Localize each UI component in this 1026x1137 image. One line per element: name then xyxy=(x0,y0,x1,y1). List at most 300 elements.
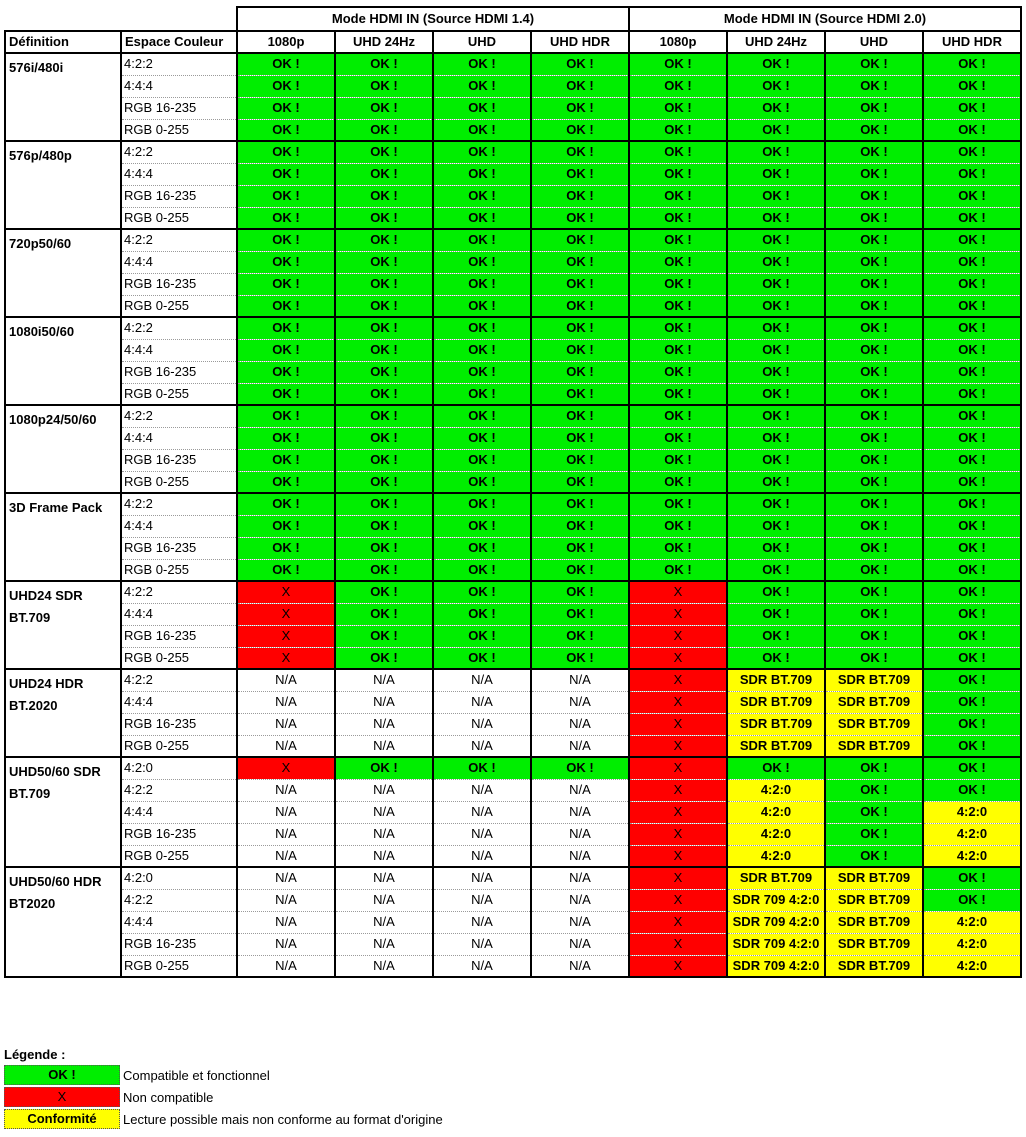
definition-cell: 576i/480i xyxy=(5,53,121,141)
status-cell: OK ! xyxy=(923,317,1021,339)
status-cell: N/A xyxy=(335,669,433,691)
status-cell: OK ! xyxy=(335,559,433,581)
colorspace-cell: 4:4:4 xyxy=(121,427,237,449)
colorspace-cell: 4:2:2 xyxy=(121,779,237,801)
status-cell: 4:2:0 xyxy=(923,823,1021,845)
legend-swatch-ok: OK ! xyxy=(4,1065,120,1085)
status-cell: N/A xyxy=(433,691,531,713)
colorspace-cell: 4:4:4 xyxy=(121,163,237,185)
table-row xyxy=(5,119,1021,141)
column-header: UHD HDR xyxy=(531,31,629,53)
status-cell: OK ! xyxy=(433,383,531,405)
status-cell: OK ! xyxy=(433,537,531,559)
status-cell: N/A xyxy=(531,955,629,977)
status-cell: OK ! xyxy=(825,757,923,779)
status-cell: N/A xyxy=(335,911,433,933)
status-cell: OK ! xyxy=(629,559,727,581)
status-cell: OK ! xyxy=(335,229,433,251)
colorspace-cell: 4:4:4 xyxy=(121,75,237,97)
status-cell: OK ! xyxy=(335,427,433,449)
status-cell: OK ! xyxy=(335,97,433,119)
status-cell: SDR 709 4:2:0 xyxy=(727,889,825,911)
status-cell: OK ! xyxy=(335,361,433,383)
status-cell: X xyxy=(237,603,335,625)
colorspace-cell: 4:4:4 xyxy=(121,251,237,273)
colorspace-cell: 4:2:0 xyxy=(121,867,237,889)
status-cell: OK ! xyxy=(629,53,727,75)
status-cell: OK ! xyxy=(825,119,923,141)
status-cell: OK ! xyxy=(531,537,629,559)
status-cell: X xyxy=(629,911,727,933)
table-row xyxy=(5,735,1021,757)
status-cell: OK ! xyxy=(531,163,629,185)
status-cell: OK ! xyxy=(923,295,1021,317)
status-cell: OK ! xyxy=(335,383,433,405)
status-cell: OK ! xyxy=(727,515,825,537)
status-cell: OK ! xyxy=(727,339,825,361)
status-cell: OK ! xyxy=(237,53,335,75)
status-cell: OK ! xyxy=(237,471,335,493)
colorspace-cell: RGB 0-255 xyxy=(121,119,237,141)
status-cell: 4:2:0 xyxy=(923,911,1021,933)
status-cell: N/A xyxy=(237,801,335,823)
table-body xyxy=(5,53,1021,977)
status-cell: OK ! xyxy=(335,471,433,493)
status-cell: N/A xyxy=(335,845,433,867)
status-cell: N/A xyxy=(237,867,335,889)
table-row xyxy=(5,867,1021,889)
table-row xyxy=(5,251,1021,273)
status-cell: OK ! xyxy=(433,163,531,185)
status-cell: OK ! xyxy=(727,603,825,625)
status-cell: OK ! xyxy=(531,97,629,119)
definition-header: Définition xyxy=(5,31,121,53)
legend xyxy=(4,1046,443,1130)
table-row xyxy=(5,471,1021,493)
status-cell: OK ! xyxy=(335,339,433,361)
table-row xyxy=(5,405,1021,427)
status-cell: OK ! xyxy=(433,449,531,471)
status-cell: OK ! xyxy=(531,273,629,295)
status-cell: N/A xyxy=(237,845,335,867)
status-cell: OK ! xyxy=(237,537,335,559)
status-cell: OK ! xyxy=(629,537,727,559)
status-cell: OK ! xyxy=(727,251,825,273)
status-cell: OK ! xyxy=(727,141,825,163)
status-cell: OK ! xyxy=(237,405,335,427)
colorspace-cell: RGB 16-235 xyxy=(121,537,237,559)
status-cell: N/A xyxy=(531,713,629,735)
status-cell: OK ! xyxy=(923,207,1021,229)
status-cell: OK ! xyxy=(923,493,1021,515)
colorspace-cell: 4:2:2 xyxy=(121,229,237,251)
colorspace-cell: RGB 0-255 xyxy=(121,955,237,977)
colorspace-cell: RGB 16-235 xyxy=(121,185,237,207)
status-cell: OK ! xyxy=(727,625,825,647)
status-cell: SDR BT.709 xyxy=(727,669,825,691)
colorspace-cell: RGB 16-235 xyxy=(121,97,237,119)
status-cell: N/A xyxy=(237,779,335,801)
table-row xyxy=(5,691,1021,713)
status-cell: OK ! xyxy=(727,581,825,603)
status-cell: OK ! xyxy=(629,119,727,141)
status-cell: OK ! xyxy=(531,53,629,75)
status-cell: OK ! xyxy=(433,185,531,207)
status-cell: OK ! xyxy=(237,75,335,97)
table-row xyxy=(5,889,1021,911)
status-cell: OK ! xyxy=(629,383,727,405)
status-cell: OK ! xyxy=(923,449,1021,471)
status-cell: SDR BT.709 xyxy=(825,713,923,735)
status-cell: N/A xyxy=(433,867,531,889)
header-blank xyxy=(5,7,237,31)
table-row xyxy=(5,823,1021,845)
table-row xyxy=(5,713,1021,735)
status-cell: OK ! xyxy=(629,229,727,251)
status-cell: OK ! xyxy=(237,207,335,229)
status-cell: OK ! xyxy=(531,339,629,361)
status-cell: X xyxy=(629,757,727,779)
colorspace-cell: RGB 16-235 xyxy=(121,933,237,955)
status-cell: OK ! xyxy=(629,141,727,163)
table-row xyxy=(5,493,1021,515)
status-cell: OK ! xyxy=(335,119,433,141)
status-cell: OK ! xyxy=(629,427,727,449)
status-cell: OK ! xyxy=(531,581,629,603)
status-cell: OK ! xyxy=(629,207,727,229)
status-cell: SDR BT.709 xyxy=(727,867,825,889)
status-cell: N/A xyxy=(433,735,531,757)
status-cell: OK ! xyxy=(531,625,629,647)
table-row xyxy=(5,581,1021,603)
table-row xyxy=(5,339,1021,361)
legend-item-incompatible xyxy=(4,1086,443,1108)
table-row xyxy=(5,317,1021,339)
status-cell: OK ! xyxy=(727,185,825,207)
status-cell: OK ! xyxy=(433,603,531,625)
table-row xyxy=(5,383,1021,405)
status-cell: OK ! xyxy=(237,559,335,581)
definition-cell: UHD50/60 SDR BT.709 xyxy=(5,757,121,867)
definition-cell: UHD24 SDR BT.709 xyxy=(5,581,121,669)
status-cell: OK ! xyxy=(727,361,825,383)
status-cell: OK ! xyxy=(923,273,1021,295)
status-cell: OK ! xyxy=(335,493,433,515)
table-row xyxy=(5,185,1021,207)
status-cell: 4:2:0 xyxy=(923,845,1021,867)
status-cell: 4:2:0 xyxy=(923,933,1021,955)
status-cell: OK ! xyxy=(531,471,629,493)
colorspace-cell: 4:2:2 xyxy=(121,889,237,911)
table-row xyxy=(5,75,1021,97)
status-cell: OK ! xyxy=(433,97,531,119)
status-cell: OK ! xyxy=(923,75,1021,97)
status-cell: 4:2:0 xyxy=(727,823,825,845)
status-cell: OK ! xyxy=(629,405,727,427)
status-cell: OK ! xyxy=(923,537,1021,559)
status-cell: OK ! xyxy=(531,449,629,471)
status-cell: OK ! xyxy=(923,251,1021,273)
status-cell: 4:2:0 xyxy=(923,955,1021,977)
status-cell: OK ! xyxy=(335,515,433,537)
table-row xyxy=(5,537,1021,559)
status-cell: OK ! xyxy=(825,559,923,581)
status-cell: OK ! xyxy=(531,229,629,251)
status-cell: OK ! xyxy=(335,625,433,647)
status-cell: N/A xyxy=(531,669,629,691)
colorspace-cell: RGB 16-235 xyxy=(121,273,237,295)
legend-text-conformity: Lecture possible mais non conforme au format d'origine xyxy=(123,1111,443,1127)
status-cell: OK ! xyxy=(923,97,1021,119)
status-cell: N/A xyxy=(237,669,335,691)
status-cell: N/A xyxy=(531,889,629,911)
status-cell: N/A xyxy=(335,955,433,977)
status-cell: OK ! xyxy=(531,75,629,97)
status-cell: OK ! xyxy=(923,757,1021,779)
status-cell: OK ! xyxy=(531,317,629,339)
status-cell: 4:2:0 xyxy=(923,801,1021,823)
status-cell: N/A xyxy=(433,845,531,867)
status-cell: OK ! xyxy=(923,603,1021,625)
status-cell: OK ! xyxy=(531,207,629,229)
status-cell: OK ! xyxy=(923,735,1021,757)
status-cell: OK ! xyxy=(629,515,727,537)
status-cell: OK ! xyxy=(629,295,727,317)
table-row xyxy=(5,933,1021,955)
status-cell: OK ! xyxy=(825,53,923,75)
status-cell: OK ! xyxy=(629,361,727,383)
definition-cell: UHD50/60 HDR BT2020 xyxy=(5,867,121,977)
status-cell: OK ! xyxy=(825,141,923,163)
status-cell: OK ! xyxy=(531,515,629,537)
status-cell: SDR BT.709 xyxy=(727,735,825,757)
status-cell: OK ! xyxy=(531,757,629,779)
status-cell: OK ! xyxy=(825,405,923,427)
status-cell: N/A xyxy=(531,691,629,713)
status-cell: OK ! xyxy=(825,251,923,273)
status-cell: OK ! xyxy=(237,273,335,295)
status-cell: OK ! xyxy=(825,603,923,625)
status-cell: OK ! xyxy=(433,515,531,537)
definition-cell: 1080i50/60 xyxy=(5,317,121,405)
status-cell: OK ! xyxy=(923,141,1021,163)
status-cell: OK ! xyxy=(433,119,531,141)
status-cell: N/A xyxy=(433,911,531,933)
header-group-hdmi20: Mode HDMI IN (Source HDMI 2.0) xyxy=(629,7,1021,31)
status-cell: N/A xyxy=(237,691,335,713)
table-row xyxy=(5,515,1021,537)
status-cell: OK ! xyxy=(237,361,335,383)
status-cell: X xyxy=(629,647,727,669)
compatibility-table xyxy=(4,6,1022,978)
status-cell: OK ! xyxy=(727,273,825,295)
colorspace-cell: 4:4:4 xyxy=(121,603,237,625)
status-cell: N/A xyxy=(335,691,433,713)
status-cell: OK ! xyxy=(531,405,629,427)
status-cell: SDR BT.709 xyxy=(825,933,923,955)
status-cell: OK ! xyxy=(825,823,923,845)
status-cell: X xyxy=(629,669,727,691)
definition-cell: UHD24 HDR BT.2020 xyxy=(5,669,121,757)
status-cell: OK ! xyxy=(825,471,923,493)
status-cell: OK ! xyxy=(825,317,923,339)
status-cell: OK ! xyxy=(335,251,433,273)
status-cell: OK ! xyxy=(335,537,433,559)
status-cell: OK ! xyxy=(237,229,335,251)
status-cell: X xyxy=(629,735,727,757)
status-cell: N/A xyxy=(237,933,335,955)
colorspace-cell: 4:2:2 xyxy=(121,53,237,75)
status-cell: OK ! xyxy=(237,383,335,405)
status-cell: SDR BT.709 xyxy=(727,713,825,735)
table-row xyxy=(5,845,1021,867)
status-cell: OK ! xyxy=(335,603,433,625)
status-cell: N/A xyxy=(531,867,629,889)
table-row xyxy=(5,97,1021,119)
status-cell: OK ! xyxy=(237,339,335,361)
table-row xyxy=(5,669,1021,691)
legend-item-conformity xyxy=(4,1108,443,1130)
status-cell: OK ! xyxy=(727,559,825,581)
status-cell: N/A xyxy=(335,713,433,735)
status-cell: OK ! xyxy=(825,845,923,867)
status-cell: OK ! xyxy=(825,515,923,537)
status-cell: OK ! xyxy=(629,251,727,273)
status-cell: SDR BT.709 xyxy=(727,691,825,713)
status-cell: SDR BT.709 xyxy=(825,669,923,691)
table-row xyxy=(5,361,1021,383)
status-cell: OK ! xyxy=(825,163,923,185)
status-cell: OK ! xyxy=(433,251,531,273)
colorspace-cell: 4:4:4 xyxy=(121,691,237,713)
colorspace-cell: RGB 0-255 xyxy=(121,559,237,581)
table-row xyxy=(5,779,1021,801)
status-cell: OK ! xyxy=(923,427,1021,449)
status-cell: SDR BT.709 xyxy=(825,867,923,889)
status-cell: X xyxy=(629,889,727,911)
status-cell: OK ! xyxy=(335,207,433,229)
status-cell: 4:2:0 xyxy=(727,845,825,867)
colorspace-cell: RGB 0-255 xyxy=(121,735,237,757)
status-cell: N/A xyxy=(335,867,433,889)
status-cell: OK ! xyxy=(335,75,433,97)
status-cell: OK ! xyxy=(923,559,1021,581)
status-cell: N/A xyxy=(237,823,335,845)
status-cell: OK ! xyxy=(825,537,923,559)
status-cell: N/A xyxy=(531,801,629,823)
status-cell: N/A xyxy=(531,779,629,801)
status-cell: N/A xyxy=(531,823,629,845)
table-row xyxy=(5,141,1021,163)
status-cell: N/A xyxy=(433,933,531,955)
table-row xyxy=(5,207,1021,229)
status-cell: OK ! xyxy=(335,757,433,779)
status-cell: N/A xyxy=(433,823,531,845)
status-cell: OK ! xyxy=(531,361,629,383)
status-cell: OK ! xyxy=(923,339,1021,361)
status-cell: OK ! xyxy=(531,141,629,163)
status-cell: OK ! xyxy=(335,317,433,339)
status-cell: OK ! xyxy=(433,207,531,229)
status-cell: OK ! xyxy=(727,229,825,251)
colorspace-cell: RGB 0-255 xyxy=(121,647,237,669)
legend-swatch-conformity: Conformité xyxy=(4,1109,120,1129)
status-cell: OK ! xyxy=(237,317,335,339)
status-cell: OK ! xyxy=(629,339,727,361)
status-cell: N/A xyxy=(433,955,531,977)
status-cell: OK ! xyxy=(433,625,531,647)
status-cell: OK ! xyxy=(629,273,727,295)
status-cell: OK ! xyxy=(727,537,825,559)
status-cell: N/A xyxy=(335,889,433,911)
status-cell: OK ! xyxy=(531,185,629,207)
status-cell: OK ! xyxy=(433,471,531,493)
colorspace-cell: RGB 0-255 xyxy=(121,471,237,493)
status-cell: OK ! xyxy=(237,449,335,471)
column-header: 1080p xyxy=(237,31,335,53)
definition-cell: 576p/480p xyxy=(5,141,121,229)
table-row xyxy=(5,647,1021,669)
column-header: 1080p xyxy=(629,31,727,53)
status-cell: OK ! xyxy=(433,559,531,581)
table-row xyxy=(5,53,1021,75)
status-cell: OK ! xyxy=(727,97,825,119)
status-cell: OK ! xyxy=(727,163,825,185)
status-cell: OK ! xyxy=(433,317,531,339)
colorspace-cell: RGB 16-235 xyxy=(121,823,237,845)
status-cell: SDR BT.709 xyxy=(825,889,923,911)
status-cell: OK ! xyxy=(727,53,825,75)
status-cell: OK ! xyxy=(825,273,923,295)
colorspace-cell: 4:4:4 xyxy=(121,515,237,537)
status-cell: N/A xyxy=(335,735,433,757)
status-cell: N/A xyxy=(433,779,531,801)
status-cell: OK ! xyxy=(629,163,727,185)
status-cell: OK ! xyxy=(433,757,531,779)
status-cell: OK ! xyxy=(825,185,923,207)
legend-item-ok xyxy=(4,1064,443,1086)
status-cell: OK ! xyxy=(923,361,1021,383)
table-row xyxy=(5,163,1021,185)
status-cell: OK ! xyxy=(335,295,433,317)
status-cell: SDR BT.709 xyxy=(825,735,923,757)
status-cell: OK ! xyxy=(531,559,629,581)
colorspace-cell: RGB 16-235 xyxy=(121,361,237,383)
colorspace-cell: 4:2:2 xyxy=(121,405,237,427)
status-cell: OK ! xyxy=(531,427,629,449)
definition-cell: 1080p24/50/60 xyxy=(5,405,121,493)
status-cell: OK ! xyxy=(923,779,1021,801)
status-cell: N/A xyxy=(531,933,629,955)
status-cell: 4:2:0 xyxy=(727,801,825,823)
status-cell: OK ! xyxy=(629,471,727,493)
colorspace-cell: RGB 0-255 xyxy=(121,295,237,317)
colorspace-cell: 4:4:4 xyxy=(121,801,237,823)
status-cell: OK ! xyxy=(825,97,923,119)
status-cell: N/A xyxy=(237,955,335,977)
status-cell: OK ! xyxy=(433,493,531,515)
status-cell: OK ! xyxy=(433,405,531,427)
colorspace-cell: RGB 16-235 xyxy=(121,625,237,647)
colorspace-cell: 4:2:2 xyxy=(121,493,237,515)
status-cell: OK ! xyxy=(923,713,1021,735)
status-cell: OK ! xyxy=(923,471,1021,493)
status-cell: 4:2:0 xyxy=(727,779,825,801)
header-group-hdmi14: Mode HDMI IN (Source HDMI 1.4) xyxy=(237,7,629,31)
status-cell: N/A xyxy=(433,713,531,735)
legend-text-ok: Compatible et fonctionnel xyxy=(123,1067,270,1083)
status-cell: SDR BT.709 xyxy=(825,911,923,933)
